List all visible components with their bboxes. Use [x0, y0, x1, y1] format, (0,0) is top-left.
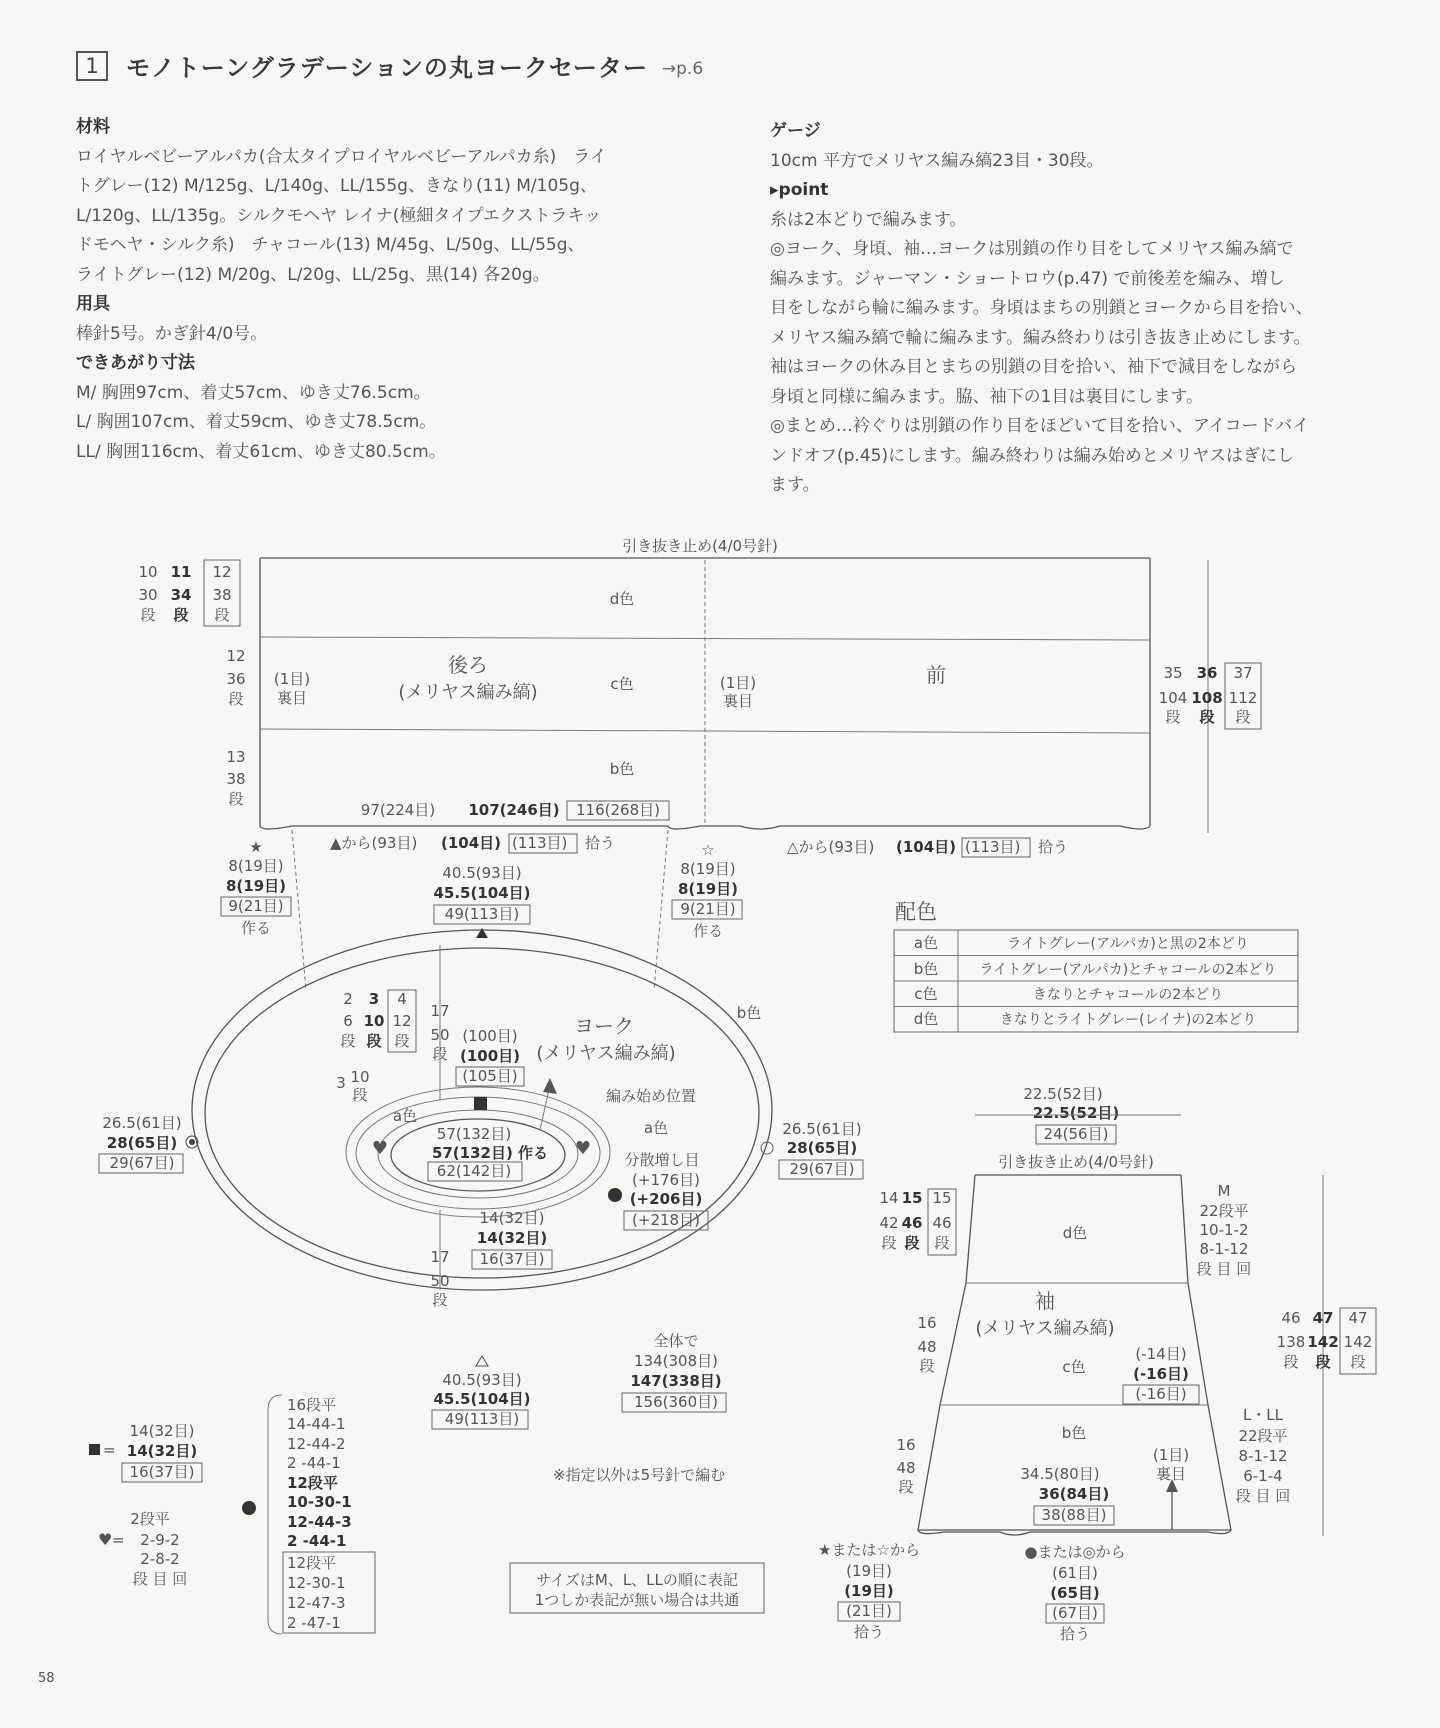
a-color-label: a色	[643, 1119, 669, 1137]
rows-label: 38	[226, 770, 246, 788]
rows-label: 段	[919, 1357, 935, 1375]
start-arrow-head	[543, 1078, 557, 1094]
body-diagram	[138, 537, 1261, 990]
square-marker	[474, 1097, 487, 1110]
rows-label: 30	[138, 586, 158, 604]
increase-label: (+176目)	[632, 1171, 700, 1189]
pickup-label: (65目)	[1050, 1584, 1100, 1602]
front-label: 前	[926, 663, 946, 687]
inner-label: 14(32目)	[476, 1229, 548, 1247]
sleeve-bottom-label: 36(84目)	[1038, 1485, 1110, 1503]
purl-label: (1目)	[273, 670, 311, 688]
rows-label: 11	[170, 563, 192, 581]
decrease-count: (-16目)	[1135, 1385, 1187, 1403]
pickup-label: 拾う	[585, 834, 616, 852]
decrease-note: M	[1217, 1182, 1231, 1200]
yoke-top-label: 40.5(93目)	[442, 864, 522, 882]
gusset-label: 8(19目)	[225, 877, 287, 895]
yoke-left-label: 28(65目)	[106, 1134, 178, 1152]
b-color-label: b色	[736, 1004, 762, 1022]
inner-label: 16(37目)	[479, 1250, 545, 1268]
sleeve-subtitle: (メリヤス編み縞)	[975, 1318, 1115, 1339]
purl-label: 裏目	[276, 689, 308, 707]
point-line: 目をしながら輪に編みます。身頃はまちの別鎖とヨークから目を拾い、	[770, 298, 1313, 318]
body-width-label: 97(224目)	[360, 801, 436, 819]
sleeve-bindoff-label: 引き抜き止め(4/0号針)	[998, 1153, 1154, 1171]
sleeve-length-label: 47	[1312, 1309, 1334, 1327]
color-value: ライトグレー(アルパカ)と黒の2本どり	[1007, 936, 1249, 952]
materials-line: トグレー(12) M/125g、L/140g、LL/155g、きなり(11) M/105g、	[76, 176, 597, 196]
sleeve-bottom-label: 34.5(80目)	[1020, 1465, 1100, 1483]
decrease-step: 12-44-2	[287, 1435, 346, 1453]
rows-label: 段	[366, 1032, 382, 1050]
total-label: 147(338目)	[630, 1372, 722, 1390]
rows-label: 段	[340, 1032, 356, 1050]
pickup-label: (21目)	[846, 1602, 892, 1620]
rows-label: 13	[226, 748, 246, 766]
sleeve-title: 袖	[1035, 1289, 1055, 1313]
d-color-label: d色	[1062, 1224, 1088, 1242]
color-value: きなりとライトグレー(レイナ)の2本どり	[999, 1012, 1257, 1028]
star-symbol: ★	[249, 838, 263, 856]
rows-label: 段	[228, 790, 244, 808]
sleeve-diagram	[818, 1085, 1376, 1643]
gusset-label: 9(21目)	[680, 900, 736, 918]
filled-circle-marker	[242, 1501, 256, 1515]
rows-label: 15	[932, 1189, 952, 1207]
pickup-label: (19目)	[844, 1582, 894, 1600]
rows-label: 38	[212, 586, 232, 604]
page-number: 58	[38, 1671, 55, 1686]
sleeve-bottom-label: 38(88目)	[1041, 1506, 1107, 1524]
neck-label: 57(132目) 作る	[431, 1144, 549, 1162]
rows-label: 17	[430, 1248, 450, 1266]
rows-label: 段	[214, 606, 230, 624]
yoke-title: ヨーク	[574, 1014, 634, 1038]
rows-label: 16	[917, 1314, 937, 1332]
pickup-label: △から(93目)	[787, 838, 875, 856]
decrease-step: 12段平	[287, 1474, 338, 1492]
stitch-label: (105目)	[462, 1067, 518, 1085]
rows-label: 2	[343, 990, 353, 1008]
height-label: 段	[1165, 708, 1181, 726]
point-line: 身頃と同様に編みます。脇、袖下の1目は裏目にします。	[770, 386, 1204, 407]
color-table-heading: 配色	[895, 900, 937, 924]
pickup-label: 拾う	[853, 1623, 885, 1641]
height-label: 112	[1228, 689, 1258, 707]
height-label: 段	[1235, 708, 1251, 726]
a-color-label: a色	[392, 1107, 418, 1125]
rows-label: 3	[368, 990, 380, 1008]
start-position-label: 編み始め位置	[606, 1087, 697, 1105]
pickup-label: (104目)	[441, 834, 502, 852]
yoke-right-label: 26.5(61目)	[782, 1120, 862, 1138]
yoke-right-label: 29(67目)	[789, 1160, 855, 1178]
increase-label: 分散増し目	[624, 1151, 700, 1169]
point-line: ◎ヨーク、身頃、袖…ヨークは別鎖の作り目をしてメリヤス編み縞で	[770, 239, 1294, 259]
yoke-subtitle: (メリヤス編み縞)	[536, 1043, 676, 1064]
rows-label: 6	[343, 1012, 353, 1030]
rows-label: 12	[226, 647, 246, 665]
color-key: d色	[913, 1010, 939, 1028]
yoke-left-label: 29(67目)	[109, 1154, 175, 1172]
gusset-label: 9(21目)	[228, 897, 284, 915]
rows-label: 段	[432, 1291, 448, 1309]
sleeve-length-label: 47	[1348, 1309, 1368, 1327]
purl-label: 裏目	[722, 692, 754, 710]
pattern-number: 1	[76, 51, 108, 81]
yoke-diagram	[99, 864, 863, 1429]
decrease-step: 12段平	[287, 1554, 337, 1572]
decrease-note: 22段平	[1199, 1202, 1249, 1220]
decrease-step: 2 -47-1	[287, 1614, 341, 1632]
materials-line: L/120g、LL/135g。シルクモヘヤ レイナ(極細タイプエクストラキッ	[76, 205, 602, 226]
decrease-note: 段 目 回	[1235, 1487, 1291, 1505]
neck-label: 62(142目)	[436, 1162, 512, 1180]
body-bindoff-label: 引き抜き止め(4/0号針)	[622, 537, 778, 555]
point-line: 糸は2本どりで編みます。	[770, 209, 967, 230]
size-heading: できあがり寸法	[76, 353, 195, 373]
point-line: ンドオフ(p.45)にします。編み終わりは編み始めとメリヤスはぎにし	[770, 445, 1295, 466]
materials-line: ドモヘヤ・シルク糸) チャコール(13) M/45g、L/50g、LL/55g、	[76, 235, 585, 255]
rows-label: 16	[896, 1436, 916, 1454]
pickup-label: (19目)	[846, 1562, 892, 1580]
total-label: 全体で	[653, 1332, 699, 1350]
sleeve-top-label: 22.5(52目)	[1032, 1104, 1120, 1122]
star-outline-symbol: ☆	[701, 841, 715, 859]
pickup-label: (67目)	[1052, 1604, 1098, 1622]
purl-label: 裏目	[1155, 1465, 1187, 1483]
pickup-label: (61目)	[1052, 1564, 1098, 1582]
sleeve-top-label: 22.5(52目)	[1023, 1085, 1103, 1103]
rows-label: 段	[881, 1234, 897, 1252]
color-table	[894, 900, 1298, 1032]
gauge-text: 10cm 平方でメリヤス編み縞23目・30段。	[770, 150, 1104, 171]
rows-label: 10	[138, 563, 158, 581]
decrease-count: (-16目)	[1133, 1365, 1189, 1383]
decrease-note: 段 目 回	[1196, 1260, 1252, 1278]
materials-line: ロイヤルベビーアルパカ(合太タイプロイヤルベビーアルパカ糸) ライ	[76, 146, 607, 167]
point-line: ます。	[770, 475, 820, 495]
increase-label: (+218目)	[632, 1211, 700, 1229]
rows-label: 段	[228, 690, 244, 708]
pickup-label: (113目)	[965, 838, 1021, 856]
inner-label: 14(32目)	[479, 1209, 545, 1227]
rows-label: 46	[932, 1214, 952, 1232]
height-label: 108	[1191, 689, 1223, 707]
c-color-label: c色	[610, 675, 634, 693]
color-key: b色	[913, 960, 939, 978]
back-label: 後ろ	[448, 653, 488, 677]
decrease-step: 2 -44-1	[287, 1454, 341, 1472]
rows-label: 段	[934, 1234, 950, 1252]
page-reference: →p.6	[661, 58, 704, 79]
rows-label: 14	[879, 1189, 899, 1207]
triangle-outline-marker	[476, 1356, 488, 1366]
rows-label: 42	[879, 1214, 899, 1232]
stitch-label: (100目)	[459, 1047, 521, 1065]
sleeve-bottom-edge	[918, 1530, 1231, 1535]
gusset-label: 8(19目)	[228, 857, 284, 875]
rows-label: 4	[397, 990, 407, 1008]
heart-marker: ♥	[574, 1138, 592, 1159]
needle-note: ※指定以外は5号針で編む	[553, 1466, 726, 1484]
decrease-step: 16段平	[287, 1396, 337, 1414]
pickup-label: ▲から(93目)	[330, 834, 418, 852]
heart-legend: 2-8-2	[140, 1550, 180, 1568]
rows-label: 50	[430, 1026, 450, 1044]
body-width-label: 107(246目)	[468, 801, 560, 819]
total-label: 134(308目)	[634, 1352, 718, 1370]
sleeve-length-label: 段	[1315, 1353, 1331, 1371]
materials-line: ライトグレー(12) M/20g、L/20g、LL/25g、黒(14) 各20g。	[76, 264, 550, 285]
heart-legend: 段 目 回	[132, 1570, 188, 1588]
point-line: メリヤス編み縞で輪に編みます。編み終わりは引き抜き止めにします。	[770, 327, 1311, 348]
purl-label: (1目)	[1152, 1446, 1190, 1464]
gauge-heading: ゲージ	[770, 121, 821, 141]
rows-label: 36	[226, 670, 246, 688]
heart-legend: 2段平	[130, 1510, 170, 1528]
legend-area	[38, 1395, 764, 1686]
gusset-label: 8(19目)	[677, 880, 739, 898]
size-line: L/ 胸囲107cm、着丈59cm、ゆき丈78.5cm。	[76, 412, 437, 432]
yoke-top-label: 45.5(104目)	[433, 884, 531, 902]
stitch-label: (100目)	[462, 1027, 518, 1045]
sleeve-length-label: 段	[1283, 1353, 1299, 1371]
pickup-label: (104目)	[896, 838, 957, 856]
decrease-step: 10-30-1	[287, 1493, 352, 1511]
gusset-label: 作る	[692, 922, 724, 940]
point-heading: ▸point	[770, 180, 829, 200]
rows-label: 34	[170, 586, 192, 604]
decrease-count: (-14目)	[1135, 1345, 1187, 1363]
yoke-top-label: 49(113目)	[444, 905, 520, 923]
total-label: 156(360目)	[634, 1393, 718, 1411]
square-marker	[89, 1444, 100, 1455]
decrease-bracket	[268, 1395, 282, 1634]
body-width-label: 116(268目)	[576, 801, 660, 819]
rows-label: 段	[352, 1086, 368, 1104]
decrease-step: 12-44-3	[287, 1513, 352, 1531]
decrease-note: 8-1-12	[1199, 1240, 1249, 1258]
d-color-label: d色	[609, 590, 635, 608]
decrease-step: 14-44-1	[287, 1415, 346, 1433]
filled-circle-marker	[608, 1188, 622, 1202]
rows-label: 段	[394, 1032, 410, 1050]
gusset-label: 作る	[240, 919, 272, 937]
height-label: 37	[1233, 664, 1253, 682]
decrease-note: 10-1-2	[1199, 1221, 1249, 1239]
height-label: 36	[1196, 664, 1218, 682]
rows-label: 15	[901, 1189, 923, 1207]
materials-heading: 材料	[76, 117, 110, 137]
point-line: 袖はヨークの休み目とまちの別鎖の目を拾い、袖下で減目をしながら	[770, 357, 1297, 377]
sleeve-length-label: 段	[1350, 1353, 1366, 1371]
rows-label: 段	[432, 1045, 448, 1063]
rows-label: 10	[350, 1068, 370, 1086]
gusset-label: 8(19目)	[680, 860, 736, 878]
rows-label: 段	[904, 1234, 920, 1252]
c-color-label: c色	[1062, 1358, 1086, 1376]
color-key: a色	[913, 934, 939, 952]
circle-marker-dot	[189, 1139, 195, 1145]
size-line: M/ 胸囲97cm、着丈57cm、ゆき丈76.5cm。	[76, 382, 431, 403]
yoke-bottom-label: 45.5(104目)	[433, 1390, 531, 1408]
back-sub-label: (メリヤス編み縞)	[398, 682, 538, 703]
yoke-right-label: 28(65目)	[786, 1139, 858, 1157]
sleeve-length-label: 46	[1281, 1309, 1301, 1327]
decrease-note: 22段平	[1238, 1427, 1288, 1445]
rows-label: 段	[898, 1478, 914, 1496]
yoke-bottom-label: 49(113目)	[444, 1410, 520, 1428]
rows-label: 17	[430, 1002, 450, 1020]
neck-label: 57(132目)	[436, 1125, 512, 1143]
color-value: きなりとチャコールの2本どり	[1032, 987, 1224, 1003]
pickup-label: ★または☆から	[818, 1541, 920, 1559]
rows-label: 48	[917, 1338, 937, 1356]
yoke-bottom-label: 40.5(93目)	[442, 1371, 522, 1389]
decrease-step: 12-30-1	[287, 1574, 346, 1592]
pattern-title: モノトーングラデーションの丸ヨークセーター	[126, 54, 648, 82]
rows-label: 10	[363, 1012, 385, 1030]
sleeve-length-label: 142	[1343, 1333, 1373, 1351]
rows-label: 12	[212, 563, 232, 581]
square-legend: 16(37目)	[129, 1463, 195, 1481]
rows-label: 12	[392, 1012, 412, 1030]
size-note: サイズはM、L、LLの順に表記	[536, 1571, 738, 1589]
equals-sign: =	[103, 1441, 116, 1459]
guide-line	[292, 830, 306, 990]
rows-label: 46	[901, 1214, 923, 1232]
pickup-label: 拾う	[1059, 1625, 1091, 1643]
decrease-note: 8-1-12	[1238, 1447, 1288, 1465]
rows-label: 段	[173, 606, 189, 624]
sleeve-top-label: 24(56目)	[1043, 1125, 1109, 1143]
heart-legend: 2-9-2	[140, 1531, 180, 1549]
color-key: c色	[914, 985, 938, 1003]
decrease-step: 12-47-3	[287, 1594, 346, 1612]
increase-label: (+206目)	[629, 1190, 703, 1208]
rows-label: 48	[896, 1459, 916, 1477]
heart-marker: ♥	[98, 1530, 113, 1549]
square-legend: 14(32目)	[129, 1422, 195, 1440]
equals-sign: =	[112, 1531, 125, 1549]
heart-marker: ♥	[371, 1138, 389, 1159]
height-label: 段	[1199, 708, 1215, 726]
rows-label: 50	[430, 1272, 450, 1290]
pickup-label: 拾う	[1038, 838, 1069, 856]
point-line: 編みます。ジャーマン・ショートロウ(p.47) で前後差を編み、増し	[770, 268, 1285, 289]
decrease-note: 6-1-4	[1243, 1467, 1283, 1485]
color-value: ライトグレー(アルパカ)とチャコールの2本どり	[979, 962, 1277, 978]
pickup-label: (113目)	[512, 834, 568, 852]
size-line: LL/ 胸囲116cm、着丈61cm、ゆき丈80.5cm。	[76, 441, 446, 462]
sleeve-length-label: 138	[1276, 1333, 1306, 1351]
pickup-label: ●または◎から	[1024, 1543, 1126, 1561]
height-label: 35	[1163, 664, 1183, 682]
yoke-left-label: 26.5(61目)	[102, 1114, 182, 1132]
sleeve-length-label: 142	[1307, 1333, 1339, 1351]
decrease-step: 2 -44-1	[287, 1532, 347, 1550]
b-color-label: b色	[1061, 1424, 1087, 1442]
rows-label: 段	[140, 606, 156, 624]
point-line: ◎まとめ…衿ぐりは別鎖の作り目をほどいて目を拾い、アイコードバイ	[770, 416, 1310, 436]
rows-label: 3	[336, 1074, 346, 1092]
height-label: 104	[1158, 689, 1188, 707]
tools-text: 棒針5号。かぎ針4/0号。	[76, 323, 268, 344]
b-color-label: b色	[609, 760, 635, 778]
square-legend: 14(32目)	[126, 1442, 198, 1460]
purl-label: (1目)	[719, 674, 757, 692]
size-note: 1つしか表記が無い場合は共通	[534, 1591, 740, 1609]
tools-heading: 用具	[76, 294, 110, 314]
decrease-note: L・LL	[1242, 1406, 1284, 1424]
body-bottom-edge	[260, 826, 1150, 829]
